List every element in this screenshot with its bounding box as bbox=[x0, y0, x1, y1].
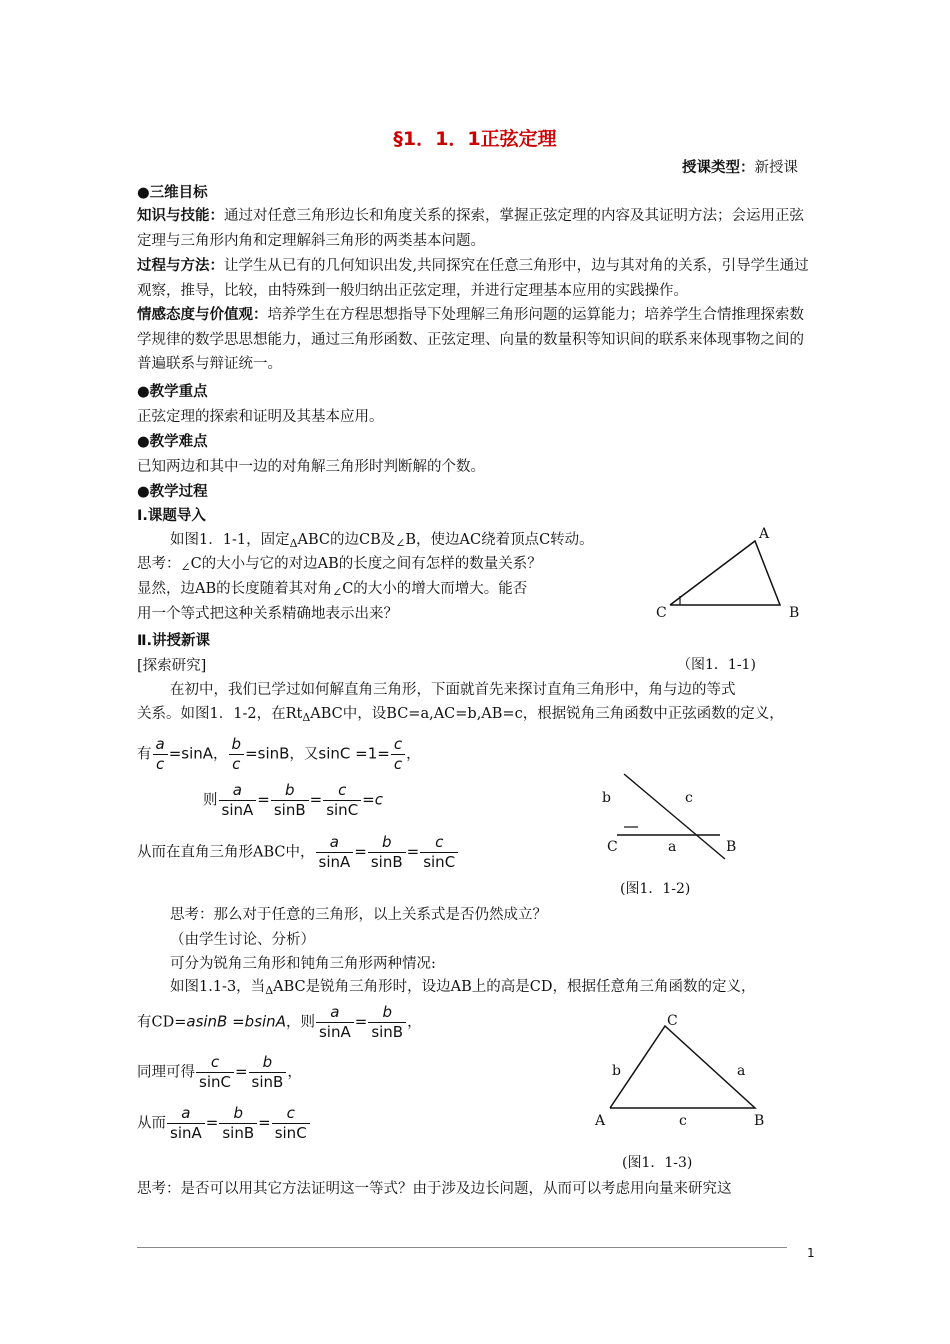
eq4-end: ， bbox=[407, 1014, 422, 1031]
goal-knowledge bbox=[137, 204, 817, 253]
intro-line-3a: 显然，边AB的长度随着其对角 bbox=[137, 581, 333, 597]
fraction-b-over-sinB: $\frac{b}{\sin B}$ bbox=[368, 833, 406, 872]
fraction-a-over-sinA: $\frac{a}{\sin A}$ bbox=[316, 1003, 354, 1042]
fig3-label-A: A bbox=[595, 1113, 606, 1129]
explore-label: [探索研究] bbox=[137, 658, 207, 674]
eq2-prefix: 则 bbox=[203, 792, 218, 809]
intro-line-1c: B，使边AC绕着顶点C转动。 bbox=[405, 532, 594, 548]
fraction-a-over-sinA: $\frac{a}{\sin A}$ bbox=[219, 781, 257, 820]
eq5-end: ， bbox=[287, 1064, 302, 1081]
para-b-line-1a: 如图1.1-3，当 bbox=[170, 979, 266, 995]
eq1-you: ，又 bbox=[289, 746, 319, 763]
intro-line-4: 用一个等式把这种关系精确地表示出来？ bbox=[137, 606, 398, 622]
equation-2: 则 $\frac{a}{\sin A}$ = $\frac{b}{\sin B}$ = $\frac{c}{\sin C}$ =c bbox=[203, 781, 383, 819]
difficulties-text: 已知两边和其中一边的对角解三角形时判断解的个数。 bbox=[137, 459, 485, 475]
fraction-a-over-c: $\frac{a}{c}$ bbox=[153, 735, 168, 774]
fig1-label-a: A bbox=[759, 526, 770, 542]
fig2-caption: (图1．1-2) bbox=[620, 881, 691, 897]
fraction-c-over-sinC: $\frac{c}{\sin C}$ bbox=[323, 781, 361, 820]
goal-attitude-text: 培养学生在方程思想指导下处理解三角形问题的运算能力；培养学生合情推理探索数学规律的数学思思想能力，通过三角形函数、正弦定理、向量的数量积等知识间的联系来体现事物之间的普遍联系与辩证统一。 bbox=[137, 307, 804, 372]
fraction-a-over-sinA: $\frac{a}{\sin A}$ bbox=[316, 833, 354, 872]
goal-process bbox=[137, 254, 817, 303]
goal-attitude bbox=[137, 303, 817, 377]
section-heading-goals: ●三维目标 bbox=[137, 185, 208, 201]
goal-knowledge-text: 通过对任意三角形边长和角度关系的探索，掌握正弦定理的内容及其证明方法；会运用正弦定理与三角形内角和定理解斜三角形的两类基本问题。 bbox=[137, 208, 804, 249]
fig3-label-c: c bbox=[679, 1113, 687, 1129]
angle-symbol: ∠ bbox=[180, 560, 191, 574]
fraction-c-over-sinC: $\frac{c}{\sin C}$ bbox=[196, 1053, 234, 1092]
part-1-heading: Ⅰ.课题导入 bbox=[137, 508, 206, 524]
fig2-label-C: C bbox=[607, 839, 618, 855]
document-title: §1．1．1正弦定理 bbox=[393, 128, 557, 150]
triangle-symbol: Δ bbox=[265, 984, 274, 997]
angle-symbol: ∠ bbox=[332, 585, 343, 599]
goal-attitude-label: 情感态度与价值观： bbox=[137, 307, 268, 323]
para-a-line-2b: ABC中，设BC=a,AC=b,AB=c，根据锐角三角函数中正弦函数的定义， bbox=[310, 706, 784, 722]
triangle-symbol: Δ bbox=[302, 711, 311, 724]
section-heading-key-points: ●教学重点 bbox=[137, 384, 208, 400]
fraction-b-over-c: $\frac{b}{c}$ bbox=[229, 735, 245, 774]
equation-6: 从而 $\frac{a}{\sin A}$ = $\frac{b}{\sin B}$ = $\frac{c}{\sin C}$ bbox=[137, 1104, 311, 1143]
intro-line-3 bbox=[137, 577, 527, 599]
angle-symbol: ∠ bbox=[395, 536, 406, 550]
eq3-prefix: 从而在直角三角形ABC中， bbox=[137, 844, 315, 861]
fig2-label-c: c bbox=[685, 790, 693, 806]
fraction-b-over-sinB: $\frac{b}{\sin B}$ bbox=[368, 1003, 406, 1042]
key-points-text: 正弦定理的探索和证明及其基本应用。 bbox=[137, 409, 384, 425]
fig1-label-b: B bbox=[789, 605, 800, 621]
fraction-c-over-c: $\frac{c}{c}$ bbox=[391, 735, 405, 774]
fraction-a-over-sinA: $\frac{a}{\sin A}$ bbox=[167, 1104, 205, 1143]
para-a-line-1: 在初中，我们已学过如何解直角三角形，下面就首先来探讨直角三角形中，角与边的等式 bbox=[170, 682, 736, 698]
think-1: 思考：那么对于任意的三角形，以上关系式是否仍然成立？ bbox=[170, 907, 547, 923]
section-heading-difficulties: ●教学难点 bbox=[137, 434, 208, 450]
para-b-line-1b: ABC是锐角三角形时，设边AB上的高是CD，根据任意角三角函数的定义， bbox=[273, 979, 756, 995]
intro-line-2a: 思考： bbox=[137, 556, 181, 572]
triangle-symbol: Δ bbox=[289, 537, 298, 550]
section-heading-process: ●教学过程 bbox=[137, 484, 208, 500]
intro-line-2b: C的大小与它的对边AB的长度之间有怎样的数量关系？ bbox=[190, 556, 542, 572]
eq1-end: ， bbox=[406, 746, 421, 763]
acute-triangle-shape bbox=[610, 1026, 755, 1108]
fig3-caption: (图1．1-3) bbox=[622, 1155, 693, 1171]
fig3-label-b: b bbox=[612, 1063, 621, 1079]
fig3-label-a: a bbox=[737, 1063, 746, 1079]
fig3-label-C: C bbox=[667, 1013, 678, 1029]
eq1-sinC: sinC =1= bbox=[318, 744, 390, 763]
lesson-type-value: 新授课 bbox=[754, 160, 798, 176]
lesson-type bbox=[682, 156, 798, 177]
cases-text: 可分为锐角三角形和钝角三角形两种情况: bbox=[170, 956, 436, 972]
fig1-caption: （图1．1-1) bbox=[677, 657, 756, 673]
eq2-end: =c bbox=[362, 790, 383, 809]
eq1-sinA: =sinA bbox=[168, 744, 214, 763]
fraction-c-over-sinC: $\frac{c}{\sin C}$ bbox=[272, 1104, 310, 1143]
think-1-note: （由学生讨论、分析） bbox=[170, 932, 315, 948]
intro-line-1 bbox=[170, 528, 594, 550]
goal-process-text: 让学生从已有的几何知识出发,共同探究在任意三角形中，边与其对角的关系，引导学生通过观察，推导，比较，由特殊到一般归纳出正弦定理，并进行定理基本应用的实践操作。 bbox=[137, 258, 809, 299]
equation-1 bbox=[137, 735, 421, 774]
eq1-sinB: =sinB bbox=[245, 744, 290, 763]
equation-4: 有CD=asinB =bsinA，则 $\frac{a}{\sin A}$ = $\frac{b}{\sin B}$ ， bbox=[137, 1003, 422, 1041]
equation-3: 从而在直角三角形ABC中， $\frac{a}{\sin A}$ = $\frac{b}{\sin B}$ = $\frac{c}{\sin C}$ bbox=[137, 833, 459, 872]
goal-knowledge-label: 知识与技能： bbox=[137, 208, 224, 224]
intro-line-1b: ABC的边CB及 bbox=[297, 532, 396, 548]
fraction-b-over-sinB: $\frac{b}{\sin B}$ bbox=[249, 1053, 287, 1092]
eq1-sep: ， bbox=[213, 746, 228, 763]
fig3-label-B: B bbox=[754, 1113, 765, 1129]
part-2-heading: Ⅱ.讲授新课 bbox=[137, 633, 211, 649]
eq4-prefix: 有CD= bbox=[137, 1014, 187, 1031]
triangle-abc-shape bbox=[670, 541, 780, 605]
lesson-type-label: 授课类型： bbox=[682, 160, 755, 176]
eq4-mid: ，则 bbox=[285, 1014, 315, 1031]
para-b-line-1 bbox=[170, 975, 755, 997]
intro-line-2 bbox=[137, 552, 542, 574]
eq6-prefix: 从而 bbox=[137, 1115, 166, 1132]
fig2-label-b: b bbox=[602, 790, 611, 806]
para-a-line-2a: 关系。如图1．1-2，在Rt bbox=[137, 706, 303, 722]
page-number: 1 bbox=[807, 1246, 815, 1260]
fig2-label-a: a bbox=[668, 839, 677, 855]
eq5-prefix: 同理可得 bbox=[137, 1064, 195, 1081]
intro-line-3b: C的大小的增大而增大。能否 bbox=[342, 581, 528, 597]
fig2-label-B: B bbox=[726, 839, 737, 855]
fraction-b-over-sinB: $\frac{b}{\sin B}$ bbox=[219, 1104, 257, 1143]
footer-rule bbox=[137, 1247, 787, 1248]
eq1-prefix: 有 bbox=[137, 746, 152, 763]
fig1-label-c: C bbox=[656, 605, 667, 621]
fraction-b-over-sinB: $\frac{b}{\sin B}$ bbox=[271, 781, 309, 820]
intro-line-1a: 如图1．1-1，固定 bbox=[170, 532, 290, 548]
think-2: 思考：是否可以用其它方法证明这一等式？由于涉及边长问题，从而可以考虑用向量来研究这 bbox=[137, 1181, 732, 1197]
equation-5: 同理可得 $\frac{c}{\sin C}$ = $\frac{b}{\sin B}$ ， bbox=[137, 1053, 302, 1091]
goal-process-label: 过程与方法： bbox=[137, 258, 224, 274]
eq4-cd: asinB =bsinA bbox=[186, 1012, 286, 1031]
fraction-c-over-sinC: $\frac{c}{\sin C}$ bbox=[420, 833, 458, 872]
para-a-line-2 bbox=[137, 702, 784, 724]
